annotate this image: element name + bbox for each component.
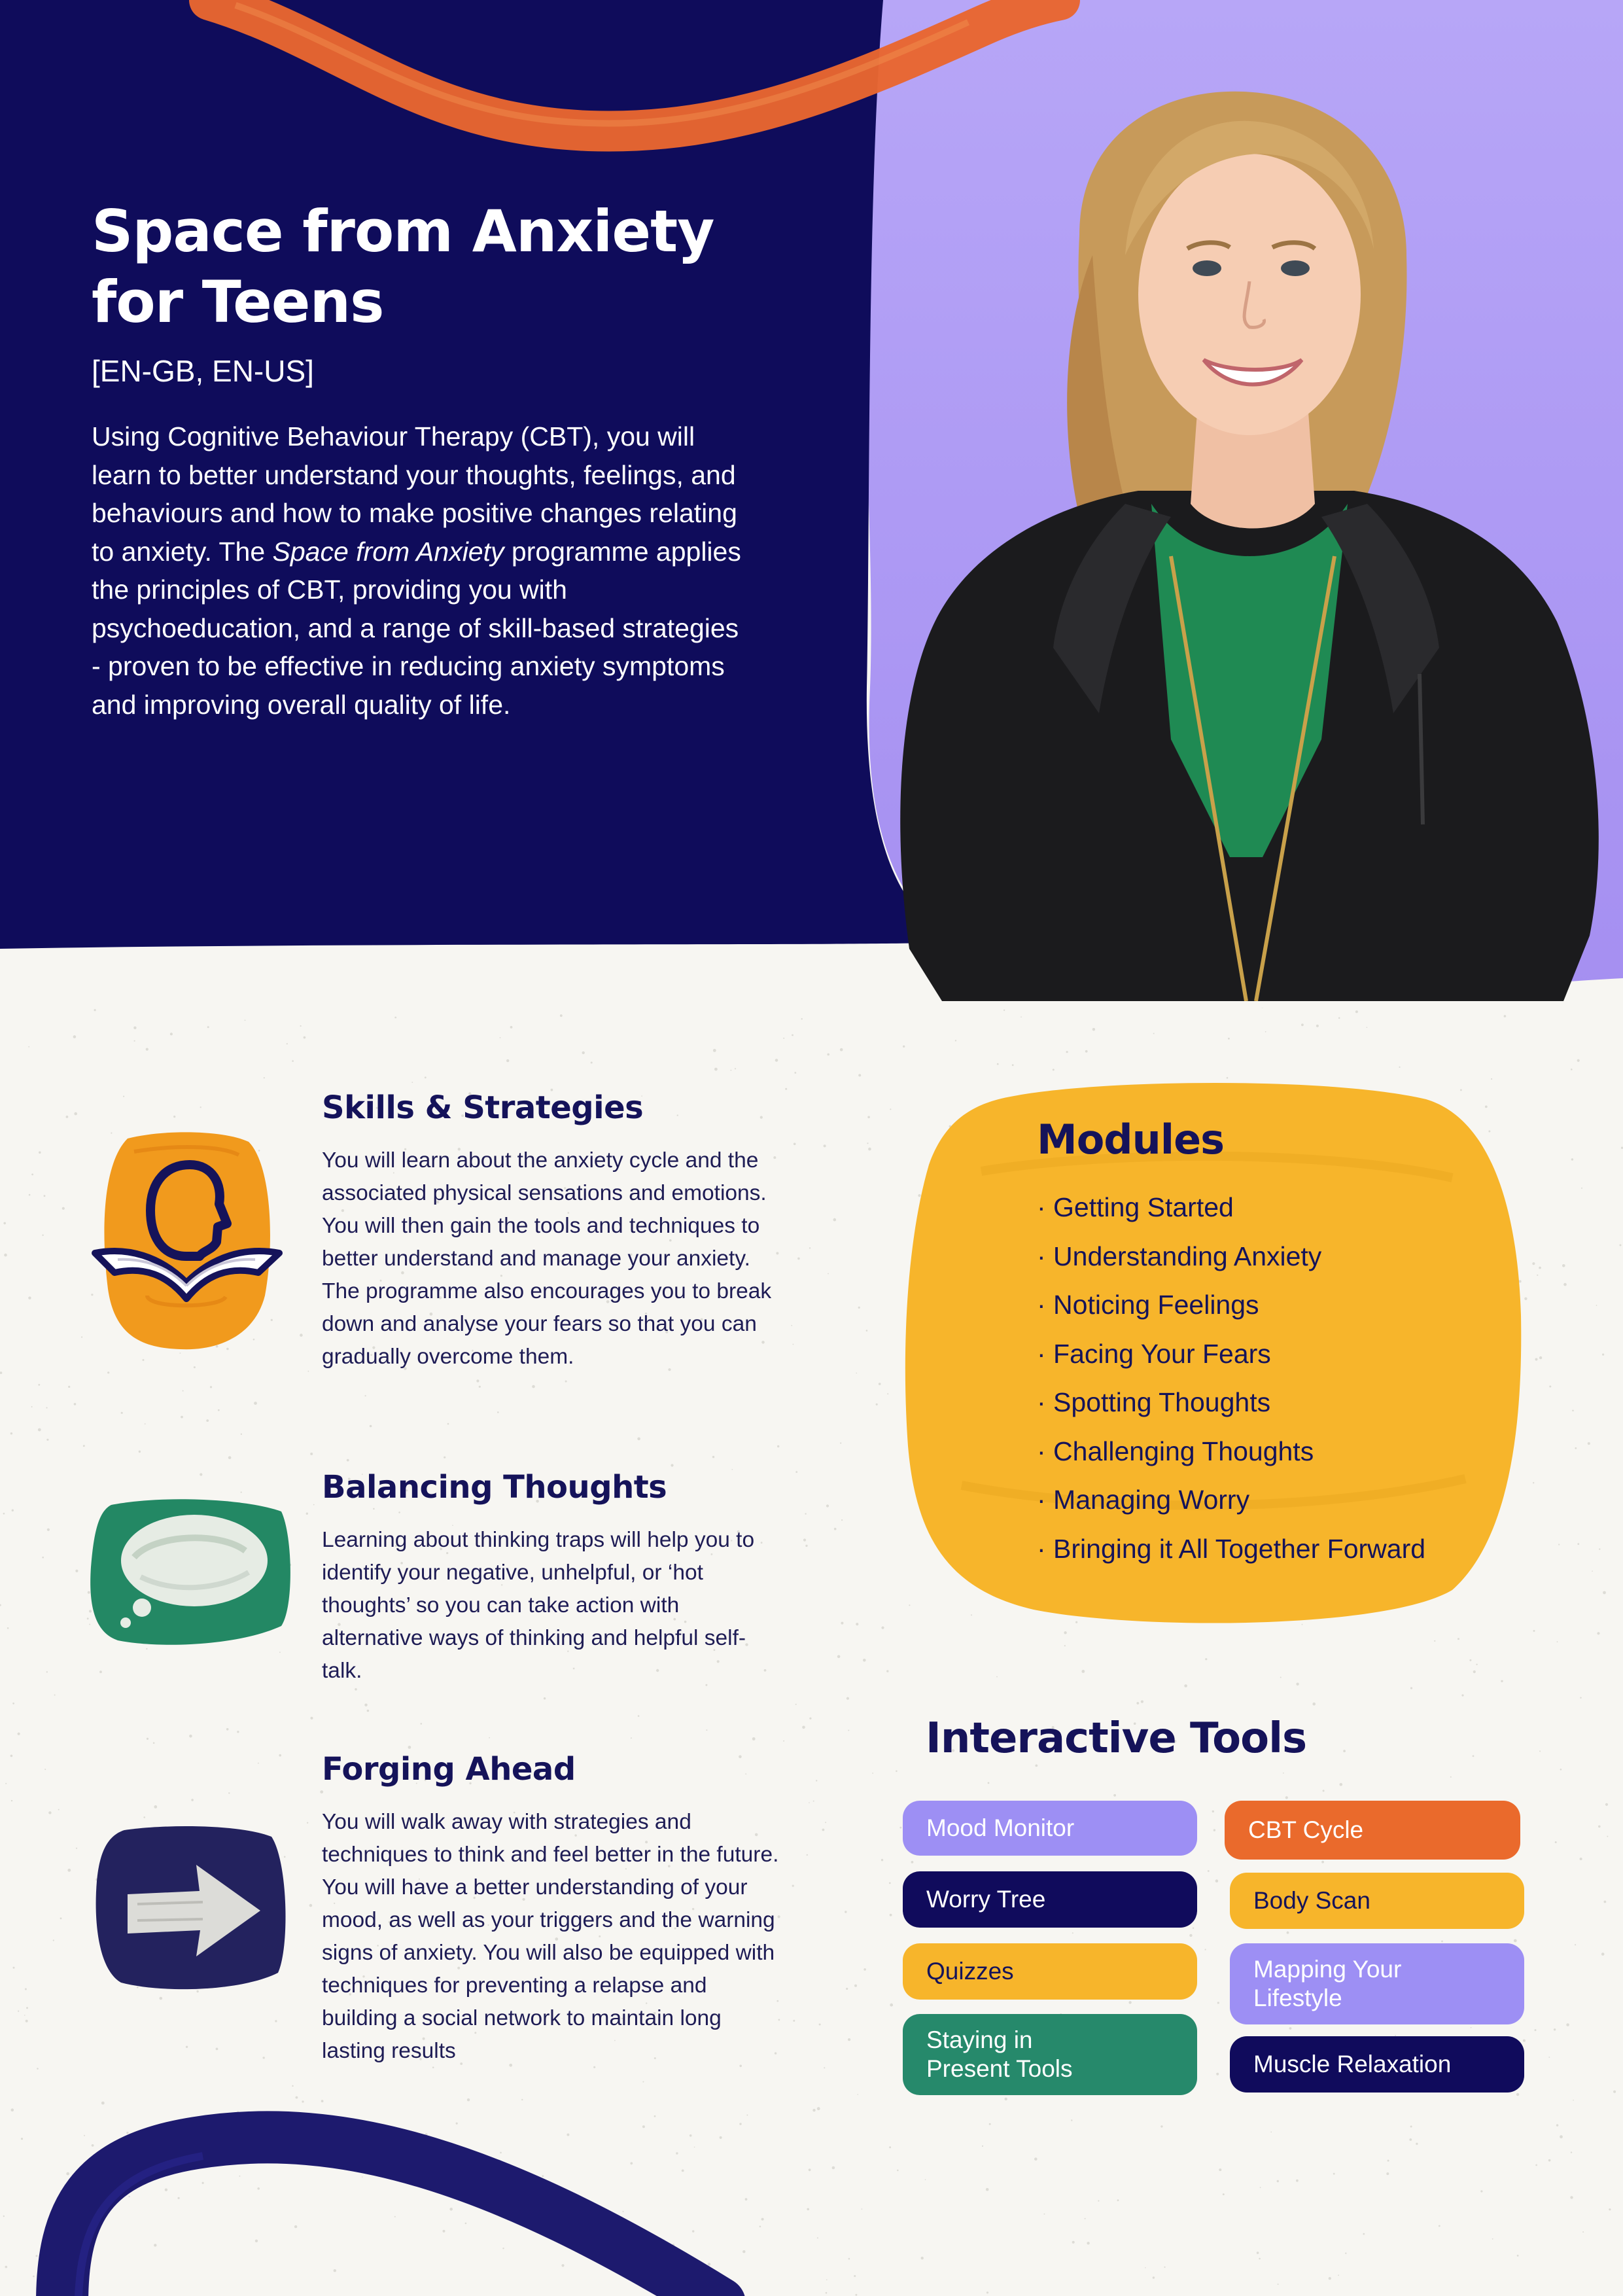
page-title-line-1: Space from Anxiety: [92, 198, 714, 265]
module-item: · Spotting Thoughts: [1037, 1387, 1271, 1417]
intro-paragraph: [92, 417, 746, 724]
tool-cbt-cycle[interactable]: [1225, 1801, 1520, 1860]
section-body: You will walk away with strategies and techniques to think and feel better in the future. You will have a better understanding of your mood, as well as your triggers and the warning signs of anxiety. You will also be equipped with techniques for preventing a relapse and building a social network to maintain long lasting results: [322, 1810, 779, 2063]
module-item: · Noticing Feelings: [1037, 1290, 1259, 1320]
page-title: [92, 196, 746, 338]
page-title-line-2: for Teens: [92, 268, 384, 336]
module-item: · Getting Started: [1037, 1192, 1234, 1222]
tool-quizzes[interactable]: [903, 1943, 1197, 2000]
tool-staying-in-present[interactable]: [903, 2014, 1197, 2095]
balancing-thoughts-section: [322, 1469, 780, 1687]
tool-muscle-relaxation[interactable]: [1230, 2036, 1524, 2093]
module-item: · Managing Worry: [1037, 1485, 1250, 1515]
tool-mapping-lifestyle[interactable]: [1230, 1943, 1524, 2024]
locale-label: [EN-GB, EN-US]: [92, 354, 314, 388]
module-item: · Facing Your Fears: [1037, 1338, 1271, 1369]
tool-label: Muscle Relaxation: [1253, 2051, 1452, 2077]
arrow-right-icon: [92, 1822, 291, 1996]
hero-copy: [92, 196, 746, 724]
tool-label: Worry Tree: [926, 1886, 1046, 1913]
modules-panel: [1037, 1116, 1508, 1573]
skills-strategies-section: [322, 1089, 780, 1373]
module-item: · Challenging Thoughts: [1037, 1436, 1314, 1466]
module-item: · Bringing it All Together Forward: [1037, 1533, 1426, 1564]
module-item: · Understanding Anxiety: [1037, 1241, 1322, 1271]
tool-mood-monitor[interactable]: [903, 1801, 1197, 1856]
section-heading: Skills & Strategies: [322, 1089, 644, 1126]
teen-portrait-photo: [864, 85, 1623, 1001]
section-body: Learning about thinking traps will help you to identify your negative, unhelpful, or ‘hot thoughts’ so you can take action with alternative ways of thinking and helpful self-talk.: [322, 1528, 755, 1683]
modules-title: Modules: [1037, 1116, 1225, 1163]
tool-label: CBT Cycle: [1248, 1816, 1364, 1843]
tool-label: Body Scan: [1253, 1887, 1370, 1914]
intro-text-2: programme applies the principles of CBT, providing you with psychoeducation, and a range of skill-based strategies - proven to be effective in reducing anxiety symptoms and improving overall quality of life.: [92, 536, 741, 720]
interactive-tools-title: Interactive Tools: [926, 1714, 1307, 1763]
tool-body-scan[interactable]: [1230, 1873, 1524, 1929]
tool-worry-tree[interactable]: [903, 1871, 1197, 1928]
intro-programme-name: Space from Anxiety: [272, 536, 504, 567]
head-book-icon: [88, 1125, 285, 1354]
decorative-brush-stroke: [0, 2081, 785, 2296]
section-body: You will learn about the anxiety cycle and the associated physical sensations and emotions. You will then gain the tools and techniques to better understand and manage your anxiety. The programme also encourages you to break down and analyse your fears so that you can gradually overcome them.: [322, 1148, 772, 1369]
thought-bubble-icon: [88, 1495, 294, 1652]
section-heading: Forging Ahead: [322, 1751, 576, 1788]
intro-text-1: Using Cognitive Behaviour Therapy (CBT), you will learn to better understand your thoughts, feelings, and behaviours and how to make positive changes relating to anxiety. The: [92, 421, 737, 567]
forging-ahead-section: [322, 1751, 780, 2068]
tool-label: Quizzes: [926, 1958, 1014, 1985]
tool-label: Staying in Present Tools: [926, 2026, 1073, 2082]
tool-label: Mapping Your Lifestyle: [1253, 1956, 1402, 2011]
section-heading: Balancing Thoughts: [322, 1469, 667, 1506]
modules-list: [1037, 1183, 1508, 1573]
tool-label: Mood Monitor: [926, 1814, 1075, 1841]
